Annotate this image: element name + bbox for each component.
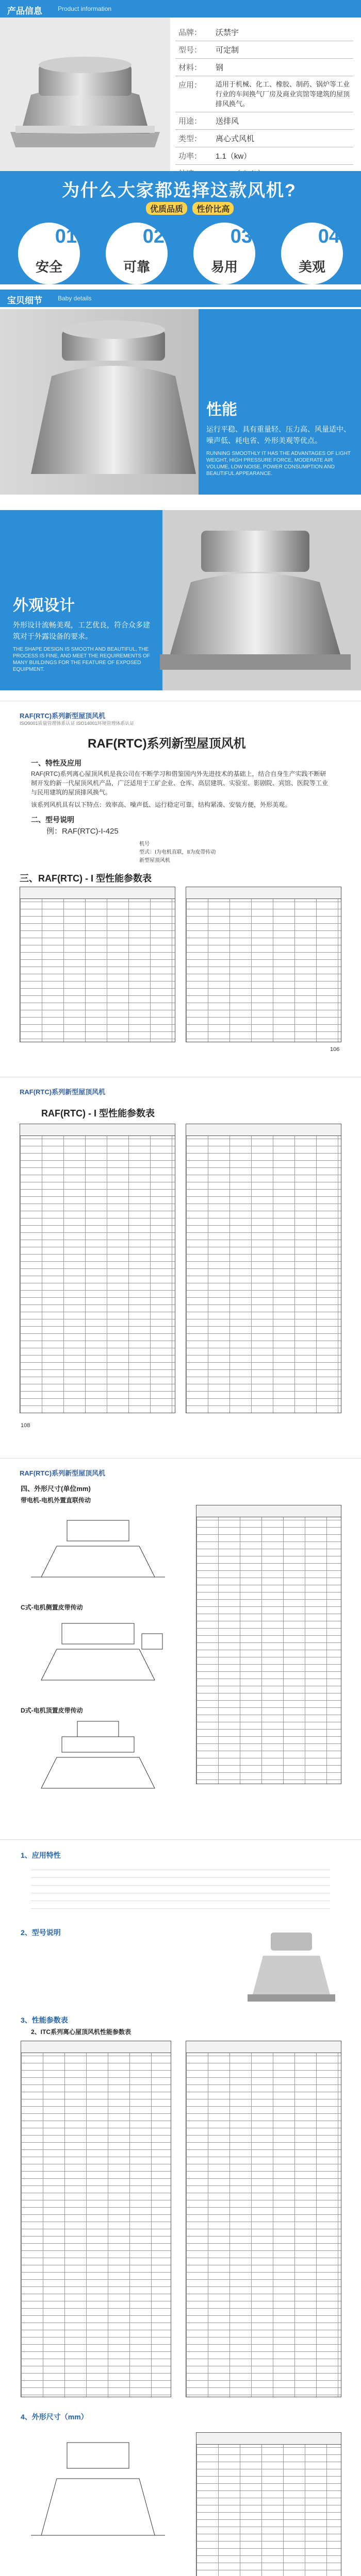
circle-label: 易用 bbox=[210, 259, 238, 275]
catalog-sec-model: 二、型号说明 bbox=[31, 816, 74, 824]
dimension-table bbox=[196, 1505, 341, 1784]
catalog-sec-dimensions: 4、外形尺寸（mm） bbox=[21, 2413, 88, 2421]
fan-top-image bbox=[21, 319, 206, 484]
catalog-text-2: 该系列风机具有以下特点：效率高、噪声低、运行稳定可靠，结构紧凑、安装方便，外形美观。 bbox=[31, 801, 291, 808]
fan-photo-small bbox=[242, 1927, 340, 2005]
section-title: 宝贝细节 bbox=[7, 296, 42, 306]
circle-number: 02 bbox=[142, 226, 165, 247]
slogan-band bbox=[0, 171, 361, 284]
model-notes bbox=[139, 840, 294, 865]
feature-text: 运行平稳、具有重量轻、压力高、风量适中、噪声低、耗电省、外形美观等优点。 bbox=[206, 425, 351, 445]
info-row bbox=[175, 112, 353, 130]
feature-text: 外形设计流畅美观，工艺优良，符合众多建筑对于外露设备的要求。 bbox=[13, 621, 150, 640]
roof-fan-image bbox=[0, 18, 170, 171]
catalog-cert: ISO9001质量管理体系认证 ISO14001环境管理体系认证 bbox=[20, 721, 135, 726]
model-note: 型式：I为电机直联，II为皮带传动 bbox=[139, 850, 216, 855]
feature-text-en: THE SHAPE DESIGN IS SMOOTH AND BEAUTIFUL, THE PROCESS IS FINE, AND MEET THE REQUIREMENTS OF MANY BUILDINGS FOR THE FEATURE OF EXPOSED EQUIPMENT. bbox=[13, 647, 150, 672]
spec-table-left bbox=[20, 887, 175, 1042]
catalog-sec-params-sub: 2、ITC系列离心屋顶风机性能参数表 bbox=[31, 2028, 132, 2036]
info-value: 1.1（kw） bbox=[212, 147, 353, 165]
fan-side-image bbox=[155, 520, 356, 685]
feature-circle-safety bbox=[18, 223, 80, 284]
info-value: 沃禁宇 bbox=[212, 24, 353, 41]
info-key: 类型： bbox=[175, 130, 212, 147]
drawing-title-c: D式-电机顶置皮带传动 bbox=[21, 1707, 83, 1714]
catalog-sec-params: 3、性能参数表 bbox=[21, 2016, 68, 2024]
spec-table-right bbox=[186, 887, 341, 1042]
info-key: 材料： bbox=[175, 59, 212, 76]
info-key: 功率： bbox=[175, 147, 212, 165]
catalog-page-1 bbox=[0, 701, 361, 1062]
spec-table-right bbox=[186, 2041, 341, 2397]
feature-appearance bbox=[13, 592, 152, 673]
info-value: 可定制 bbox=[212, 41, 353, 59]
page-number: 108 bbox=[21, 1422, 30, 1429]
info-key: 用途： bbox=[175, 112, 212, 130]
product-image-panel bbox=[0, 18, 170, 171]
info-key: 应用： bbox=[175, 76, 212, 112]
section-header-product bbox=[0, 0, 361, 18]
spec-table-left bbox=[21, 2041, 171, 2397]
model-note: 新型屋顶风机 bbox=[139, 858, 170, 863]
drawing-title-b: C式-电机侧置皮带传动 bbox=[21, 1604, 83, 1611]
info-key: 型号： bbox=[175, 41, 212, 59]
page-number: 106 bbox=[330, 1046, 340, 1053]
spec-table-left bbox=[20, 1124, 175, 1413]
section-subtitle: Baby details bbox=[58, 295, 92, 302]
feature-performance bbox=[206, 397, 351, 477]
catalog-title: RAF(RTC)系列新型屋顶风机 bbox=[88, 737, 246, 751]
info-row bbox=[175, 41, 353, 59]
dimension-drawing-b bbox=[21, 1613, 175, 1696]
info-row bbox=[175, 147, 353, 165]
dimension-drawing-c bbox=[21, 1716, 175, 1799]
circle-number: 03 bbox=[230, 226, 252, 247]
section-header-details bbox=[0, 290, 361, 307]
info-row bbox=[175, 76, 353, 112]
circle-label: 安全 bbox=[35, 259, 62, 275]
pill-quality: 优质品质 bbox=[146, 202, 187, 215]
catalog-brand: RAF(RTC)系列新型屋顶风机 bbox=[20, 712, 106, 720]
catalog-sec-app: 1、应用特性 bbox=[21, 1851, 61, 1859]
drawing-title-a: 带电机-电机外置直联传动 bbox=[21, 1497, 91, 1504]
info-value: 离心式风机 bbox=[212, 130, 353, 147]
model-note: 机号 bbox=[139, 841, 150, 847]
catalog-sec-model: 2、型号说明 bbox=[21, 1928, 61, 1937]
catalog-page-4 bbox=[0, 1839, 361, 2576]
feature-circle-easy bbox=[193, 223, 255, 284]
pill-value: 性价比高 bbox=[192, 202, 234, 215]
circle-number: 04 bbox=[318, 226, 340, 247]
slogan-title: 为什么大家都选择这款风机? bbox=[62, 181, 297, 200]
circle-number: 01 bbox=[55, 226, 77, 247]
feature-title: 外观设计 bbox=[13, 597, 75, 614]
model-example: 例：RAF(RTC)-I-425 bbox=[46, 827, 119, 836]
dimension-table bbox=[196, 2432, 341, 2576]
catalog-sec-dimensions: 四、外形尺寸(单位mm) bbox=[21, 1485, 91, 1493]
feature-text-en: RUNNING SMOOTHLY IT HAS THE ADVANTAGES OF LIGHT WEIGHT, HIGH PRESSURE FORCE, MODERATE AIR VOLUME, LOW NOISE, POWER CONSUMPTION AND BEAUTIFUL APPEARANCE. bbox=[206, 451, 351, 477]
info-value: 适用于机械、化工、橡胶、制药、锅炉等工业行业的车间换气厂房及商业宾馆等建筑的屋顶排风换气。 bbox=[212, 76, 353, 112]
info-row bbox=[175, 24, 353, 41]
info-value: 送排风 bbox=[212, 112, 353, 130]
catalog-brand: RAF(RTC)系列新型屋顶风机 bbox=[20, 1469, 106, 1477]
catalog-page-2 bbox=[0, 1077, 361, 1438]
info-value: 钢 bbox=[212, 59, 353, 76]
feature-title: 性能 bbox=[206, 401, 237, 418]
info-row bbox=[175, 59, 353, 76]
catalog-brand: RAF(RTC)系列新型屋顶风机 bbox=[20, 1088, 106, 1096]
dimension-drawing-a bbox=[21, 1510, 175, 1592]
catalog-app-text bbox=[31, 1862, 330, 1914]
catalog-page-3 bbox=[0, 1458, 361, 1819]
spec-table-right bbox=[186, 1124, 341, 1413]
info-row bbox=[175, 130, 353, 147]
catalog-sec-features: 一、特性及应用 bbox=[31, 759, 81, 767]
feature-circle-beauty bbox=[281, 223, 343, 284]
product-info-table bbox=[175, 24, 353, 182]
feature-circle-reliable bbox=[106, 223, 168, 284]
catalog-sec-params: RAF(RTC) - I 型性能参数表 bbox=[41, 1108, 155, 1118]
catalog-text-1: RAF(RTC)系列离心屋顶风机是我公司在不断学习和借鉴国内外先进技术的基础上，结合自身生产实践不断研制开发的新一代屋顶风机产品，广泛适用于工矿企业、仓库、高层建筑、实验室、影剧院、宾馆、医院等工业与民用建筑的屋顶排风换气。 bbox=[31, 770, 329, 796]
circle-label: 可靠 bbox=[123, 259, 150, 275]
catalog-sec-params: 三、RAF(RTC) - I 型性能参数表 bbox=[20, 873, 152, 884]
slogan-pills bbox=[144, 202, 235, 215]
section-title: 产品信息 bbox=[7, 6, 42, 16]
section-subtitle: Product information bbox=[58, 5, 112, 12]
dimension-drawing-a bbox=[21, 2432, 175, 2561]
circle-label: 美观 bbox=[298, 259, 325, 275]
info-key: 品牌： bbox=[175, 24, 212, 41]
